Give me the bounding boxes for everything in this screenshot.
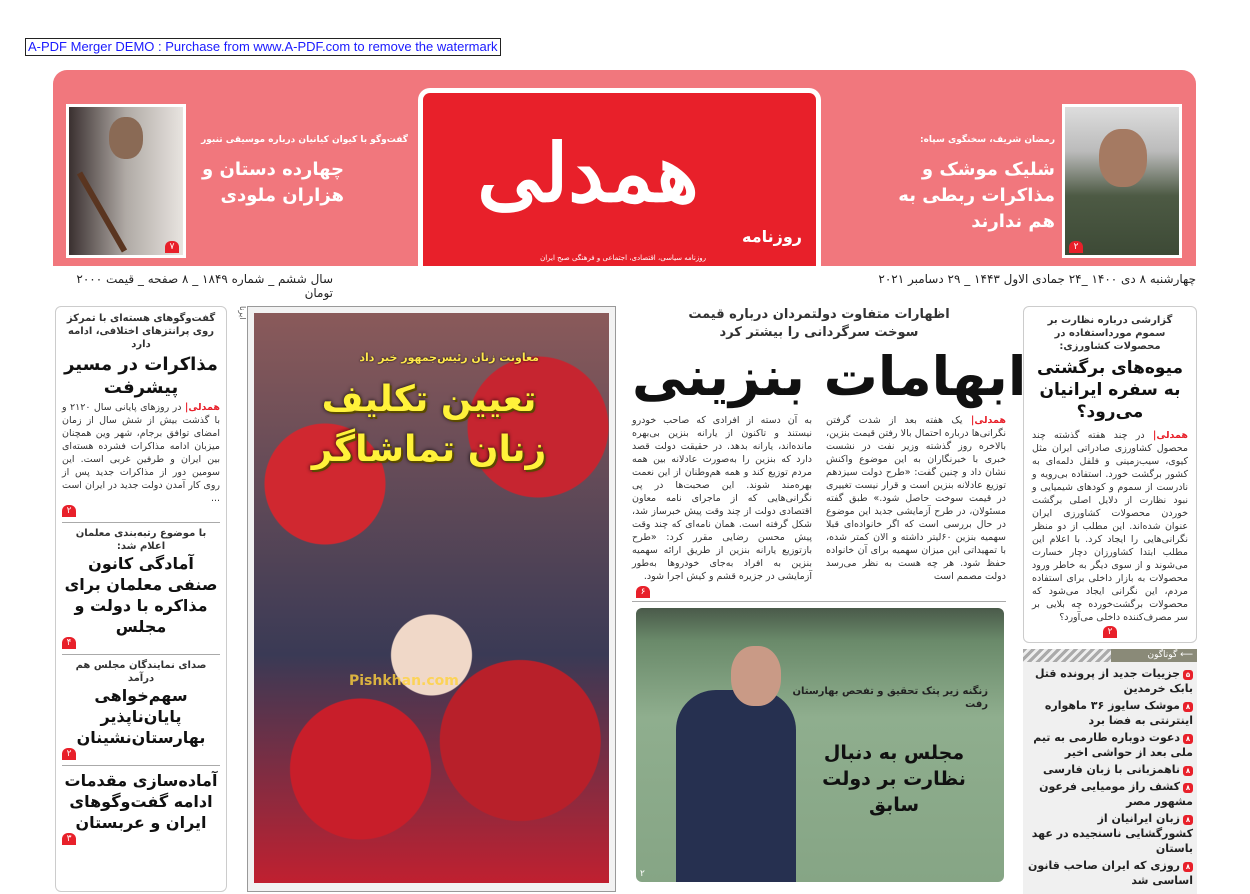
story-kicker: گزارشی درباره نظارت بر سموم مورداستفاده در محصولات کشاورزی: (1047, 315, 1173, 352)
misc-item-text: ناهمزبانی با زبان فارسی (1043, 763, 1180, 776)
page-ref: ۴ (62, 637, 76, 649)
misc-item[interactable] (1027, 811, 1193, 856)
misc-item[interactable] (1027, 858, 1193, 888)
misc-item[interactable] (1027, 779, 1193, 809)
watermark-banner: A-PDF Merger DEMO : Purchase from www.A-PDF.com to remove the watermark (25, 38, 501, 56)
misc-item-text: جزییات جدید از پرونده قتل بابک خرمدین (1034, 667, 1193, 695)
page-ref: ۸ (1183, 734, 1193, 744)
misc-box (1023, 649, 1197, 894)
teaser-left-photo (66, 104, 186, 258)
story-kicker: گفت‌وگوهای هسته‌ای با تمرکز روی پرانتزهای اختلافی، ادامه دارد (66, 313, 216, 350)
page-ref: ۲ (640, 869, 645, 879)
lead-title: ابهامات بنزینی (632, 345, 1027, 408)
page-ref: ۲ (62, 505, 76, 517)
page-ref: ۵ (1183, 670, 1193, 680)
figure-photo (676, 690, 796, 882)
brand-tag: همدلی| (184, 402, 220, 413)
right-story[interactable] (1023, 306, 1197, 643)
date-line: چهارشنبه ۸ دی ۱۴۰۰ _۲۴ جمادی الاول ۱۴۴۳ _ ۲۹ دسامبر ۲۰۲۱ (878, 272, 1196, 286)
teaser-left-title: چهارده دستان و هزاران ملودی (202, 159, 344, 206)
story-title: آمادگی کانون صنفی معلمان برای مذاکره با دولت و مجلس (64, 554, 218, 636)
lead-body-col1: یک هفته بعد از شدت گرفتن نگرانی‌ها درباره احتمال بالا رفتن قیمت بنزین، بالاخره روز گذشته وزیر نفت در نشست خبری با خبرنگاران به این موضوع واکنش نشان داد و چنین گفت: «طرح دولت سیزدهم توزیع عادلانه بنزین است و قرار نیست تغییری در قیمت سوخت حاصل شود.» طبق گفته مسئولان، در طرح آزمایشی جدید این موضوع در حال بررسی است که اگر خانواده‌ای قبلا سهمیه بنزین ۶۰لیتر داشته و الان کمتر شده، با تمهیداتی این میزان سهمیه برای آن خانواده حفظ شود. هر چه هست به نظر می‌رسد دولت مصمم است (826, 415, 1006, 582)
misc-item-text: کشف راز مومیایی فرعون مشهور مصر (1039, 780, 1193, 808)
teaser-left[interactable] (194, 134, 408, 209)
story-parliament[interactable] (62, 659, 220, 761)
page-ref: ۲ (1103, 626, 1117, 638)
second-title: مجلس به دنبال نظارت بر دولت سابق (822, 741, 966, 816)
page-ref: ۶ (636, 586, 650, 598)
logo-prefix: روزنامه (742, 227, 802, 246)
arrow-icon: ⟵ (1177, 650, 1193, 660)
misc-item[interactable] (1027, 698, 1193, 728)
story-title: سهم‌خواهی پایان‌ناپذیر بهارستان‌نشینان (76, 686, 206, 747)
misc-item-text: روزی که ایران صاحب قانون اساسی شد (1028, 859, 1193, 887)
left-column (55, 306, 227, 892)
center-column (632, 306, 1027, 892)
issue-line: سال ششم _ شماره ۱۸۴۹ _ ۸ صفحه _ قیمت ۲۰۰۰ تومان (76, 272, 333, 300)
photo-story[interactable] (247, 306, 616, 892)
misc-item-text: دعوت دوباره طارمی به تیم ملی بعد از حواشی اخیر (1033, 731, 1193, 759)
brand-tag: همدلی| (970, 415, 1006, 426)
page-ref: ۸ (1183, 862, 1193, 872)
misc-list (1023, 662, 1197, 894)
story-iran-saudi[interactable] (62, 770, 220, 846)
story-title: آماده‌سازی مقدمات ادامه گفت‌وگوهای ایران و عربستان (64, 771, 218, 832)
photo-title: تعیین تکلیف زنان تماشاگر (311, 379, 547, 470)
misc-header-label: گوناگون (1147, 650, 1178, 660)
teaser-left-kicker: گفت‌وگو با کیوان کیانیان درباره موسیقی تنبور (201, 135, 408, 145)
misc-item-text: زبان ایرانیان از کشورگشایی ناسنجیده در عهد باستان (1031, 812, 1193, 855)
story-body: در چند هفته گذشته چند محصول کشاورزی صادراتی ایران مثل کیوی، سیب‌زمینی و فلفل دلمه‌ای به کشور برگشت خورد. استفاده بی‌رویه و نادرست از سموم و کودهای شیمیایی و نبود نظارت از دلایل اصلی برگشت خوردن محصولات کشاورزی ایران عنوان شده‌اند. این مطلب از دو منظر نگرانی‌هایی را ایجاد کرد. با اعلام این مطلب ابتدا کشاورزان دچار خسارت می‌شوند و از سوی دیگر به خاطر ورود محصولات به بازار داخلی برای استفاده مردم، این نگرانی ایجاد می‌شود که محصولات برگشت‌خورده چه بلایی بر سر مصرف‌کننده داخلی می‌آورد؟ (1032, 430, 1188, 623)
story-title: مذاکرات در مسیر پیشرفت (64, 354, 218, 398)
teaser-right-kicker: رمضان شریف، سخنگوی سپاه: (920, 135, 1055, 145)
logo-tagline: روزنامه سیاسی، اقتصادی، اجتماعی و فرهنگی صبح ایران (540, 254, 706, 262)
crowd-photo (254, 313, 609, 883)
story-body: در روزهای پایانی سال ۲۱۲۰ و با گذشت بیش از شش سال از زمان امضای توافق برجام، شهر وین همچنان میزبان ادامه مذاکرات فشرده هسته‌ای بین ایران و طرفین غربی است. این سومین دور از مذاکرات جدید پس از روی کار آمدن دولت جدید در ایران است ... (62, 402, 220, 504)
lead-body-col2: به آن دسته از افرادی که صاحب خودرو نیستند و تاکنون از یارانه بنزین بی‌بهره مانده‌اند، یارانه بدهد. در حقیقت دولت قصد دارد که بنزین را به‌صورت عادلانه بین همه مردم توزیع کند و همه هم‌وطنان از این نعمت بهره‌مند شوند. این صحبت‌ها در پی نگرانی‌هایی که از ماجرای نامه معاون اقتصادی دولت از چند وقت پیش خبرساز شد، شکل گرفته است. همان نامه‌ای که چند وقت پیش محسن رضایی مقرر کرد: «طرح بازتوزیع یارانه بنزین از طریق ارائه سهمیه بنزین به افراد به‌جای خودروها به‌طور آزمایشی در جزیره قشم و کیش اجرا شود. (632, 415, 812, 582)
brand-tag: همدلی| (1152, 430, 1188, 441)
misc-header (1111, 649, 1197, 662)
teaser-right[interactable] (870, 134, 1055, 235)
misc-item[interactable] (1027, 762, 1193, 777)
story-title: میوه‌های برگشتی به سفره ایرانیان می‌رود؟ (1036, 358, 1184, 422)
story-kicker: با موضوع رتبه‌بندی معلمان اعلام شد: (75, 528, 207, 552)
page-ref: ۸ (1183, 766, 1193, 776)
page-ref: ۲ (1069, 241, 1083, 253)
misc-item[interactable] (1027, 666, 1193, 696)
page-ref: ۳ (62, 833, 76, 845)
story-nuclear-talks[interactable] (62, 312, 220, 518)
second-kicker: زنگنه زیر پتک تحقیق و تفحص بهارستان رفت (792, 685, 988, 710)
lead-kicker: اظهارات متفاوت دولتمردان درباره قیمت سوخت سرگردانی را بیشتر کرد (688, 307, 950, 340)
photo-credit: ایرنا (238, 306, 247, 320)
teaser-right-photo (1062, 104, 1182, 258)
pishkhan-watermark: Pishkhan.com (349, 673, 459, 689)
page-ref: ۸ (1183, 815, 1193, 825)
masthead-logo (418, 88, 821, 266)
lead-story[interactable] (632, 306, 1027, 599)
misc-item[interactable] (1027, 730, 1193, 760)
photo-kicker: معاونت زنان رئیس‌جمهور خبر داد (359, 351, 539, 364)
page-ref: ۸ (1183, 702, 1193, 712)
logo-wordmark: همدلی (477, 126, 699, 220)
page-ref: ۸ (1183, 783, 1193, 793)
story-teachers[interactable] (62, 527, 220, 650)
second-story[interactable] (636, 608, 1004, 882)
right-column (1023, 306, 1197, 892)
teaser-right-title: شلیک موشک و مذاکرات ربطی به هم ندارند (898, 159, 1055, 232)
story-kicker: صدای نمایندگان مجلس هم درآمد (75, 660, 207, 684)
page-ref: ۷ (165, 241, 179, 253)
misc-item-text: موشک سایوز ۳۶ ماهواره اینترنتی به فضا برد (1044, 699, 1193, 727)
page-ref: ۲ (62, 748, 76, 760)
